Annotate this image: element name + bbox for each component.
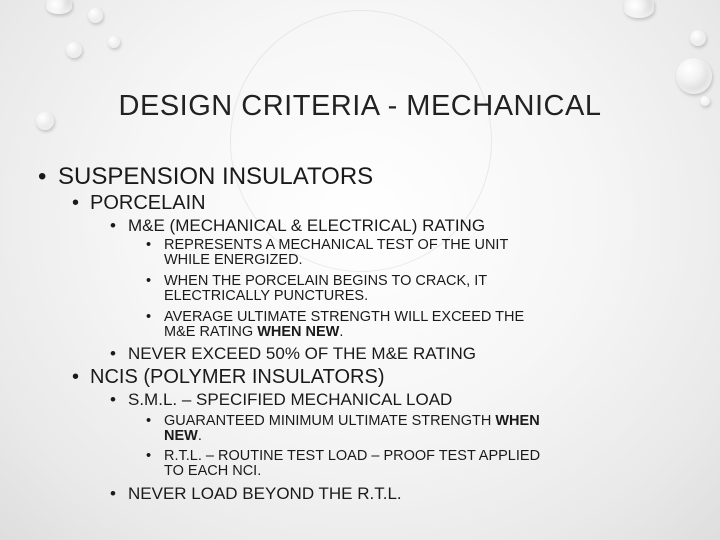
bullet-rtl: • R.T.L. – ROUTINE TEST LOAD – PROOF TEST APPLIED TO EACH NCI.	[146, 448, 541, 479]
water-drop	[108, 36, 120, 48]
bullet-never-exceed: • NEVER EXCEED 50% OF THE M&E RATING	[110, 344, 476, 363]
water-drop	[624, 0, 654, 18]
water-drop	[88, 8, 103, 23]
bullet-ncis: • NCIS (POLYMER INSULATORS)	[72, 366, 385, 388]
bullet-sml: • S.M.L. – SPECIFIED MECHANICAL LOAD	[110, 390, 453, 409]
water-drop	[46, 0, 72, 14]
bullet-average-strength: • AVERAGE ULTIMATE STRENGTH WILL EXCEED THE M&E RATING WHEN NEW.	[146, 309, 525, 340]
water-drop	[676, 58, 712, 94]
bullet-never-load: • NEVER LOAD BEYOND THE R.T.L.	[110, 484, 402, 503]
water-drop	[690, 30, 706, 46]
bullet-porcelain-crack: • WHEN THE PORCELAIN BEGINS TO CRACK, IT ELECTRICALLY PUNCTURES.	[146, 273, 488, 304]
bullet-porcelain: • PORCELAIN	[72, 192, 206, 214]
water-drop	[66, 42, 82, 58]
bullet-me-rating: • M&E (MECHANICAL & ELECTRICAL) RATING	[110, 216, 486, 235]
bullet-suspension-insulators: • SUSPENSION INSULATORS	[38, 163, 374, 190]
bullet-guaranteed-minimum: • GUARANTEED MINIMUM ULTIMATE STRENGTH WHEN NEW.	[146, 413, 540, 444]
bullet-represents-test: • REPRESENTS A MECHANICAL TEST OF THE UNIT WHILE ENERGIZED.	[146, 237, 509, 268]
slide-title: DESIGN CRITERIA - MECHANICAL	[118, 90, 602, 122]
